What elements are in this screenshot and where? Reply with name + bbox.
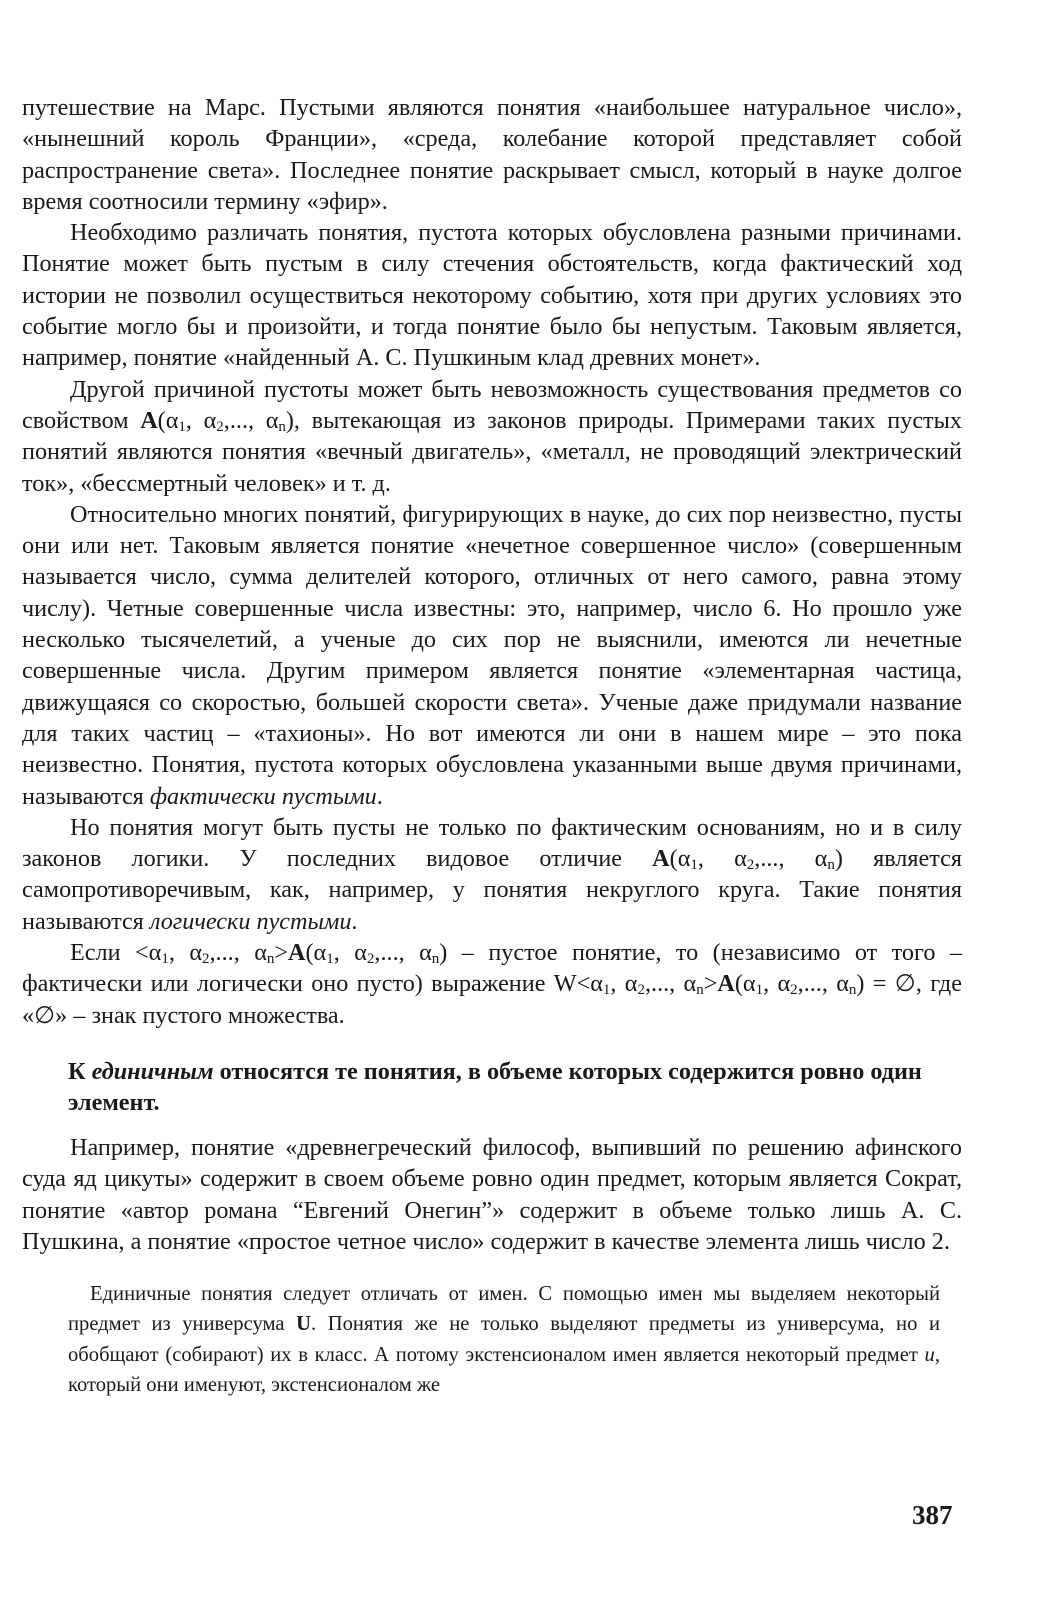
note-part1: Единичные понятия следует отличать от имен. С помощью имен мы выделяем некоторый предмет из универсума <box>68 1283 940 1336</box>
text-run: , α <box>697 845 747 873</box>
text-run: ) является самопротиворечивым, как, например, у понятия некруглого круга. Такие понятия называются <box>22 845 962 935</box>
text-run: Относительно многих понятий, фигурирующих в науке, до сих пор неизвестно, пусты они или нет. Таковым является понятие «нечетное совершенное число» (совершенным называется число, сумма делителей которого, отличных от него самого, равна этому числу). Четные совершенные числа известны: это, например, число 6. Но прошло уже несколько тысячелетий, а ученые до сих пор не выяснили, имеются ли нечетные совершенные числа. Другим примером является понятие «элементарная частица, движущаяся со скоростью, большей скорости света». Ученые даже придумали название для таких частиц – «тахионы». Но вот имеются ли они в нашем мире – это пока неизвестно. Понятия, пустота которых обусловлена указанными выше двумя причинами, называются <box>22 500 962 810</box>
text-run: , α <box>333 939 367 967</box>
text-run: . <box>351 907 358 935</box>
text-run: ,..., α <box>223 406 279 434</box>
text-run: Другой причиной пустоты может быть невозможность существования предметов со свойством <box>22 375 962 434</box>
page-number: 387 <box>912 1500 953 1530</box>
text-run: (α <box>669 845 691 873</box>
body-paragraph <box>22 92 962 217</box>
note-part3: , который они именуют, экстенсионалом же <box>68 1343 940 1396</box>
example-paragraph: Например, понятие «древнегреческий философ, выпивший по решению афинского суда яд цикуты» содержит в своем объеме ровно один предмет, которым является Сократ, понятие «автор романа “Евгений Онегин”» содержит в объеме только лишь А. С. Пушкина, а понятие «простое четное число» содержит в качестве элемента лишь число 2. <box>22 1133 962 1255</box>
text-run: , α <box>610 970 638 998</box>
text-run: , α <box>763 970 791 998</box>
subscript: n <box>848 982 857 999</box>
text-run: ,..., α <box>374 939 432 967</box>
subscript: 2 <box>637 982 645 999</box>
subscript: 1 <box>326 951 334 968</box>
text-run: Необходимо различать понятия, пустота которых обусловлена разными причинами. Понятие может быть пустым в силу стечения обстоятельств, когда фактический ход истории не позволил осуществиться некоторому событию, хотя при других условиях это событие могло бы и произойти, и тогда понятие было бы непустым. Таковым является, например, понятие «найденный А. С. Пушкиным клад древних монет». <box>22 219 962 372</box>
subscript: 1 <box>755 982 764 999</box>
bold-symbol: A <box>288 939 306 967</box>
text-run: ,..., α <box>209 939 267 967</box>
subscript: 1 <box>690 857 698 874</box>
body-paragraphs <box>22 92 962 1031</box>
text-run: ,..., α <box>797 970 849 998</box>
subscript: n <box>696 982 704 999</box>
note-part2: . Понятия же не только выделяют предметы из универсума, но и обобщают (собирают) их в класс. А потому экстенсионалом имен является некоторый предмет <box>68 1313 940 1366</box>
italic-term: логически пустыми <box>149 907 352 935</box>
subscript: 2 <box>746 857 755 874</box>
text-run: Если <α <box>70 939 162 967</box>
text-run: > <box>274 939 289 967</box>
bold-symbol: A <box>652 845 670 873</box>
heading-rest: относятся те понятия, в объеме которых содержится ровно один элемент. <box>68 1057 922 1116</box>
text-run: Но понятия могут быть пусты не только по фактическим основаниям, но и в силу законов логики. У последних видовое отличие <box>22 813 962 873</box>
text-run: ), вытекающая из законов природы. Примерами таких пустых понятий являются понятия «вечный двигатель», «металл, не проводящий электрический ток», «бессмертный человек» и т. д. <box>22 406 962 497</box>
subscript: n <box>278 418 286 435</box>
body-paragraph <box>22 812 962 937</box>
note-paragraph <box>22 1279 962 1400</box>
bold-symbol: A <box>140 406 158 434</box>
section-heading <box>22 1056 962 1118</box>
body-paragraph <box>22 499 962 812</box>
body-paragraph <box>22 217 962 373</box>
subscript: 2 <box>790 982 798 999</box>
bold-symbol: A <box>717 970 735 998</box>
text-run: (α <box>734 970 756 998</box>
subscript: 1 <box>161 951 169 968</box>
subscript: 2 <box>366 951 375 968</box>
text-run: путешествие на Марс. Пустыми являются понятия «наибольшее натуральное число», «нынешний король Франции», «среда, колебание которой представляет собой распространение света». Последнее понятие раскрывает смысл, который в науке долгое время соотносили термину «эфир». <box>22 94 962 215</box>
text-run: ) – пустое понятие, то (независимо от того – фактически или логически оно пусто) выражение W<α <box>22 939 962 998</box>
subscript: n <box>431 951 440 968</box>
body-paragraph <box>22 374 962 499</box>
note-universe-symbol: U <box>296 1313 311 1336</box>
text-run: (α <box>305 939 327 967</box>
text-run: , α <box>185 406 217 434</box>
text-run: > <box>703 970 718 998</box>
italic-term: фактически пустыми <box>149 782 377 810</box>
subscript: n <box>827 857 835 874</box>
text-run: , α <box>168 939 202 967</box>
text-run: ,..., α <box>754 845 828 873</box>
body-paragraph <box>22 937 962 1031</box>
heading-emphasis: единичным <box>91 1057 214 1085</box>
text-run: (α <box>157 406 179 434</box>
subscript: n <box>266 951 275 968</box>
subscript: 2 <box>202 951 210 968</box>
text-run: ,..., α <box>644 970 697 998</box>
note-object-symbol: u <box>924 1343 935 1366</box>
heading-prefix: К <box>68 1057 92 1085</box>
subscript: 1 <box>602 982 611 999</box>
subscript: 2 <box>216 418 224 435</box>
text-run: . <box>376 782 383 810</box>
page-body <box>22 92 962 1400</box>
text-run: ) = ∅, где «∅» – знак пустого множества. <box>22 970 962 1029</box>
subscript: 1 <box>178 418 186 435</box>
